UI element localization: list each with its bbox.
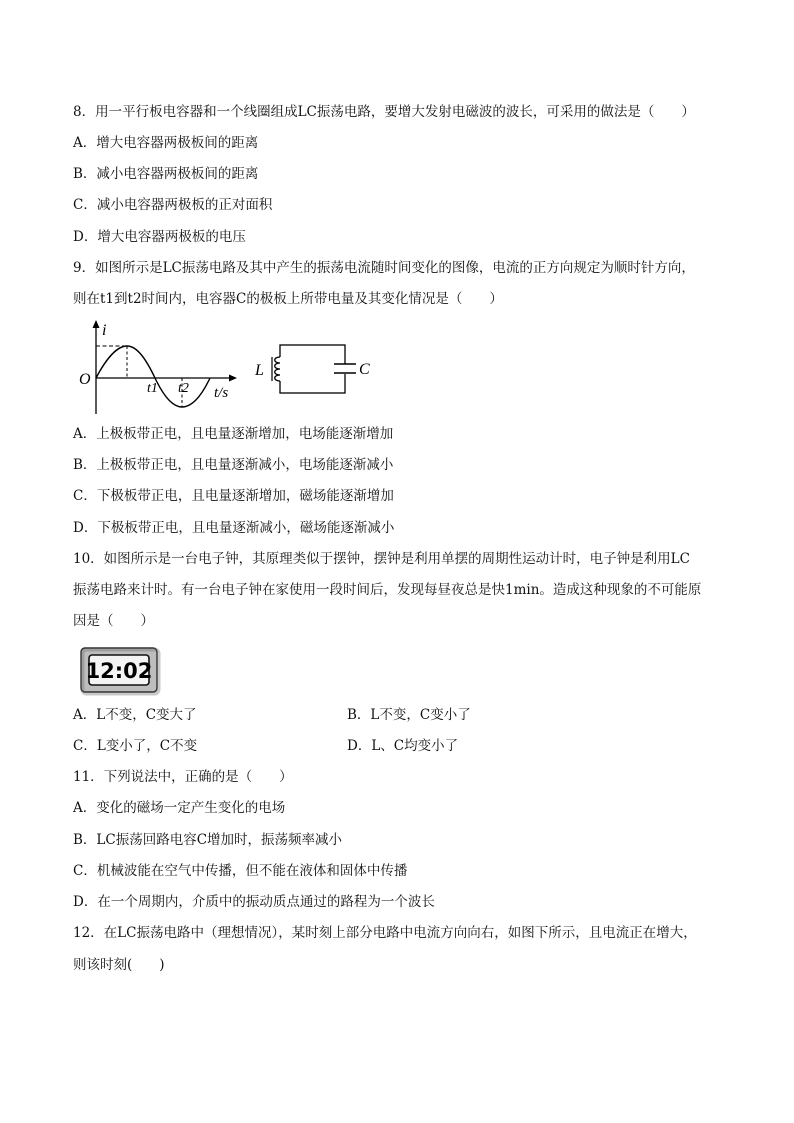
q9-option-b: B．上极板带正电，且电量逐渐减小，电场能逐渐减小 xyxy=(73,457,394,473)
q9-option-c: C．下极板带正电，且电量逐渐增加，磁场能逐渐增加 xyxy=(73,488,394,504)
capacitor-label: C xyxy=(359,361,370,378)
q10-stem-line2: 振荡电路来计时。有一台电子钟在家使用一段时间后，发现每昼夜总是快1min。造成这种现象的不可能原 xyxy=(73,582,702,598)
q10-stem-line3: 因是（ ） xyxy=(73,613,154,629)
q8-stem: 8．用一平行板电容器和一个线圈组成LC振荡电路，要增大发射电磁波的波长，可采用的做法是（ ） xyxy=(73,104,695,120)
q11-option-a: A．变化的磁场一定产生变化的电场 xyxy=(73,800,286,816)
q11-option-b: B．LC振荡回路电容C增加时，振荡频率减小 xyxy=(73,832,343,848)
lc-circuit-diagram xyxy=(253,335,378,405)
current-time-graph xyxy=(74,318,244,418)
q12-stem-line1: 12．在LC振荡电路中（理想情况），某时刻上部分电路中电流方向向右，如图下所示，且电流正在增大， xyxy=(73,925,697,941)
graph-y-label: i xyxy=(102,322,107,339)
graph-t1-label: t1 xyxy=(147,381,158,396)
q11-option-d: D．在一个周期内，介质中的振动质点通过的路程为一个波长 xyxy=(73,894,435,910)
q10-option-c: C．L变小了，C不变 xyxy=(73,738,198,754)
q9-option-d: D．下极板带正电，且电量逐渐减小，磁场能逐渐减小 xyxy=(73,520,395,536)
q12-stem-line2: 则该时刻( ) xyxy=(73,957,165,973)
q9-stem-line2: 则在t1到t2时间内，电容器C的极板上所带电量及其变化情况是（ ） xyxy=(73,291,503,307)
graph-x-label: t/s xyxy=(214,385,229,401)
q10-option-d: D．L、C均变小了 xyxy=(347,738,459,754)
q11-option-c: C．机械波能在空气中传播，但不能在液体和固体中传播 xyxy=(73,863,408,879)
graph-y-arrow xyxy=(93,320,100,328)
q11-stem: 11．下列说法中，正确的是（ ） xyxy=(73,769,293,785)
q9-option-a: A．上极板带正电，且电量逐渐增加，电场能逐渐增加 xyxy=(73,426,394,442)
q10-option-a: A．L不变，C变大了 xyxy=(73,707,197,723)
current-sine-curve xyxy=(96,346,210,407)
q10-stem-line1: 10．如图所示是一台电子钟，其原理类似于摆钟，摆钟是利用单摆的周期性运动计时，电子钟是利用LC xyxy=(73,551,690,567)
q10-option-b: B．L不变，C变小了 xyxy=(347,707,471,723)
inductor-label: L xyxy=(255,362,264,379)
graph-t2-label: t2 xyxy=(178,381,189,396)
graph-x-arrow xyxy=(229,375,237,382)
graph-origin-label: O xyxy=(79,371,91,388)
q8-option-b: B．减小电容器两极板间的距离 xyxy=(73,166,259,182)
q8-option-c: C．减小电容器两极板的正对面积 xyxy=(73,197,273,213)
clock-time-display: 12:02 xyxy=(85,659,153,683)
q8-option-a: A．增大电容器两极板间的距离 xyxy=(73,135,259,151)
circuit-wire-loop xyxy=(280,345,345,393)
q9-stem-line1: 9．如图所示是LC振荡电路及其中产生的振荡电流随时间变化的图像，电流的正方向规定为顺时针方向， xyxy=(73,260,695,276)
q8-option-d: D．增大电容器两极板的电压 xyxy=(73,229,246,245)
electronic-clock xyxy=(76,644,162,696)
